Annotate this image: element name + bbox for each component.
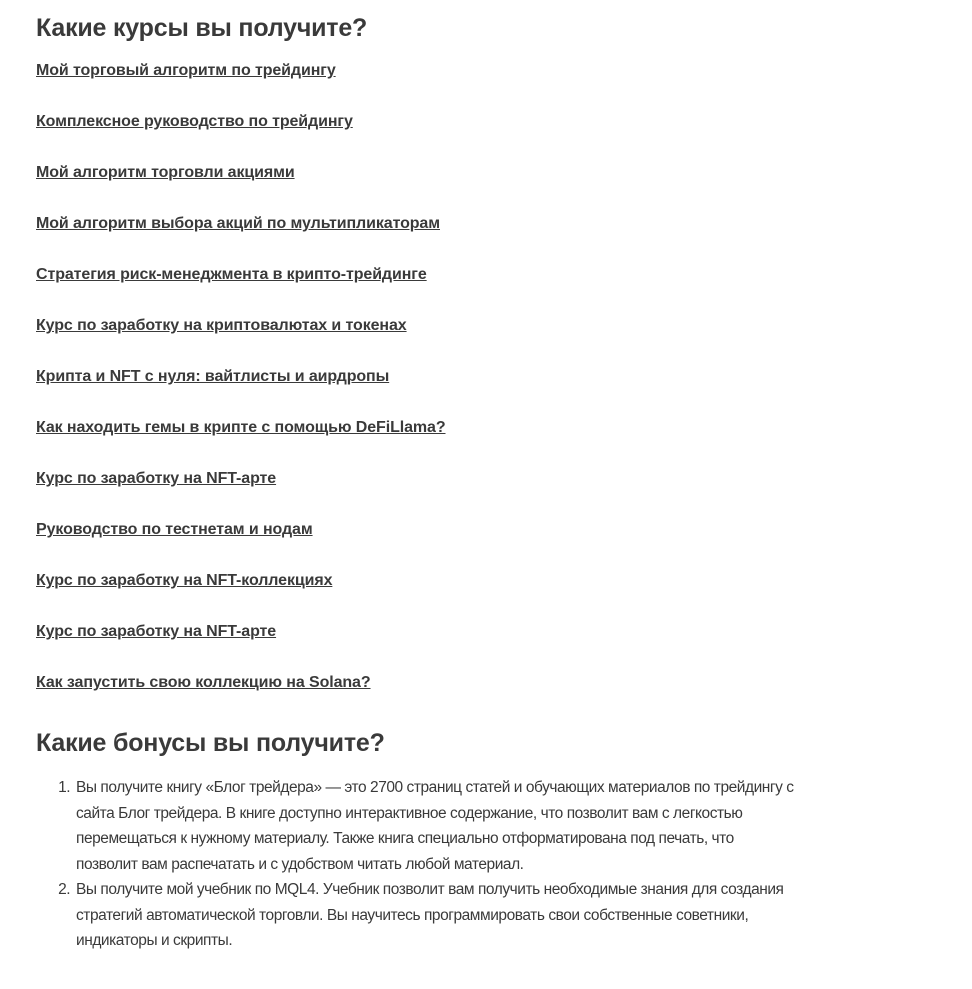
course-link[interactable]: Как находить гемы в крипте с помощью DeFiLlama?	[36, 419, 446, 436]
courses-heading: Какие курсы вы получите?	[36, 14, 368, 42]
course-link[interactable]: Комплексное руководство по трейдингу	[36, 113, 353, 130]
course-link[interactable]: Мой алгоритм выбора акций по мультипликаторам	[36, 215, 440, 232]
course-link[interactable]: Курс по заработку на NFT-арте	[36, 470, 277, 487]
course-link[interactable]: Курс по заработку на NFT-коллекциях	[36, 572, 333, 589]
bonus-item: 1. Вы получите книгу «Блог трейдера» — это 2700 страниц статей и обучающих материалов по трейдингу с сайта Блог трейдера. В книге доступно интерактивное содержание, что позволит вам с легкостью перемещаться к нужному материалу. Также книга специально отформатирована под печать, что позволит вам распечатать и с удобством читать любой материал.	[74, 775, 794, 877]
course-link[interactable]: Курс по заработку на NFT-арте	[36, 623, 277, 640]
course-link[interactable]: Мой торговый алгоритм по трейдингу	[36, 62, 336, 79]
bonus-item: 2. Вы получите мой учебник по MQL4. Учебник позволит вам получить необходимые знания для создания стратегий автоматической торговли. Вы научитесь программировать свои собственные советники, индикаторы и скрипты.	[74, 877, 794, 954]
course-list	[36, 62, 446, 725]
bonus-list	[36, 775, 794, 954]
bonuses-heading: Какие бонусы вы получите?	[36, 729, 385, 757]
course-link[interactable]: Руководство по тестнетам и нодам	[36, 521, 313, 538]
course-link[interactable]: Крипта и NFT с нуля: вайтлисты и аирдропы	[36, 368, 390, 385]
course-link[interactable]: Стратегия риск-менеджмента в крипто-трейдинге	[36, 266, 427, 283]
course-link[interactable]: Курс по заработку на криптовалютах и токенах	[36, 317, 407, 334]
course-link[interactable]: Как запустить свою коллекцию на Solana?	[36, 674, 371, 691]
course-link[interactable]: Мой алгоритм торговли акциями	[36, 164, 295, 181]
